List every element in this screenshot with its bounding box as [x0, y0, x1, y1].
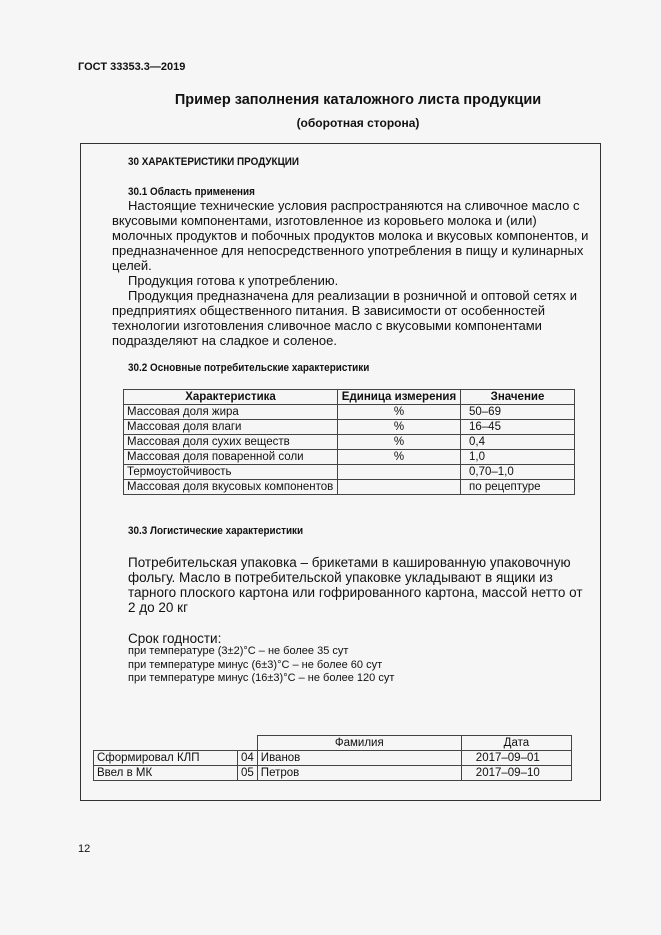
scope-text: [112, 198, 592, 348]
section-heading: 30 ХАРАКТЕРИСТИКИ ПРОДУКЦИИ: [128, 156, 300, 168]
cell: Петров: [257, 766, 461, 781]
characteristics-table: [123, 389, 575, 495]
cell: Массовая доля сухих веществ: [124, 435, 338, 450]
cell: Массовая доля влаги: [124, 420, 338, 435]
cell: [338, 480, 461, 495]
shelf-life-label: Срок годности:: [128, 631, 222, 646]
cell: по рецептуре: [461, 480, 575, 495]
table-row: [124, 465, 575, 480]
cell: 05: [238, 766, 258, 781]
document-header: ГОСТ 33353.3—2019: [78, 61, 186, 73]
cell: %: [338, 405, 461, 420]
shelf-life-item: при температуре (3±2)°C – не более 35 сут: [128, 645, 349, 657]
cell: %: [338, 450, 461, 465]
shelf-life-item: при температуре минус (16±3)°C – не более 120 сут: [128, 672, 395, 684]
shelf-life-item: при температуре минус (6±3)°C – не более 60 сут: [128, 658, 383, 671]
cell: %: [338, 420, 461, 435]
column-header: Значение: [461, 390, 575, 405]
table-row: [124, 450, 575, 465]
signoff-table: [93, 735, 572, 781]
cell: %: [338, 435, 461, 450]
scope-paragraph: Настоящие технические условия распространяются на сливочное масло с вкусовыми компонентами, изготовленное из коровьего молока и (или) молочных продуктов и побочных продуктов молока и вкусовых компонентов, и предназначенное для непосредственного употребления в пищу и кулинарных целей.: [112, 198, 589, 273]
column-header: Единица измерения: [338, 390, 461, 405]
cell: 0,70–1,0: [461, 465, 575, 480]
column-header: Характеристика: [124, 390, 338, 405]
cell: Массовая доля поваренной соли: [124, 450, 338, 465]
cell: 16–45: [461, 420, 575, 435]
empty-cell: [238, 736, 258, 751]
cell: Иванов: [257, 751, 461, 766]
shelf-life-list: [128, 645, 394, 686]
empty-cell: [94, 736, 238, 751]
subsection-heading-logistics: 30.3 Логистические характеристики: [128, 525, 304, 537]
subsection-heading-characteristics: 30.2 Основные потребительские характеристики: [128, 362, 370, 374]
table-row: [124, 435, 575, 450]
cell: 1,0: [461, 450, 575, 465]
cell: Термоустойчивость: [124, 465, 338, 480]
page-subtitle: (оборотная сторона): [296, 116, 420, 130]
page-number: 12: [78, 843, 91, 855]
scope-paragraph: Продукция готова к употреблению.: [128, 273, 339, 288]
cell: Сформировал КЛП: [94, 751, 238, 766]
packaging-text: Потребительская упаковка – брикетами в кашированную упаковочную фольгу. Масло в потребительской упаковке укладывают в ящики из тарного плоского картона или гофрированного картона, массой нетто от 2 до 20 кг: [128, 555, 583, 615]
table-row: [94, 751, 572, 766]
cell: Ввел в МК: [94, 766, 238, 781]
cell: 04: [238, 751, 258, 766]
cell: [338, 465, 461, 480]
cell: Массовая доля вкусовых компонентов: [124, 480, 338, 495]
table-row: [124, 420, 575, 435]
table-row: [124, 480, 575, 495]
cell: Массовая доля жира: [124, 405, 338, 420]
subsection-heading-scope: 30.1 Область применения: [128, 186, 255, 198]
column-header: Дата: [461, 736, 571, 751]
cell: 0,4: [461, 435, 575, 450]
column-header: Фамилия: [257, 736, 461, 751]
cell: 2017–09–01: [461, 751, 571, 766]
table-row: [94, 766, 572, 781]
table-header-row: [124, 390, 575, 405]
cell: 50–69: [461, 405, 575, 420]
scope-paragraph: Продукция предназначена для реализации в розничной и оптовой сетях и предприятиях общественного питания. В зависимости от особенностей технологии изготовления сливочное масло с вкусовыми компонентами подразделяют на сладкое и соленое.: [112, 288, 577, 348]
table-row: [124, 405, 575, 420]
table-header-row: [94, 736, 572, 751]
cell: 2017–09–10: [461, 766, 571, 781]
page-title: Пример заполнения каталожного листа продукции: [174, 92, 542, 108]
